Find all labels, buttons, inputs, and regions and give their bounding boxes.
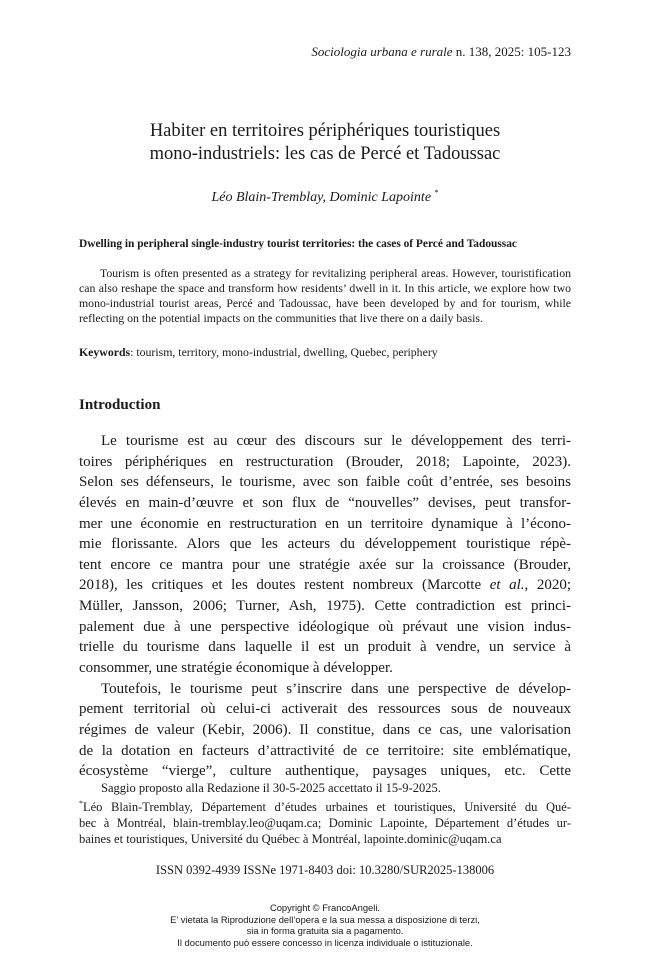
body-line: de la dotation en facteurs d’attractivité de ce territoire: site emblématique, — [79, 742, 571, 759]
article-title — [0, 120, 650, 166]
journal-issue: n. 138, 2025: 105-123 — [452, 44, 571, 59]
affiliation-line: bec à Montréal, blain-tremblay.leo@uqam.ca; Dominic Lapointe, Département d’études ur- — [79, 816, 571, 830]
body-line — [79, 575, 571, 596]
keywords — [79, 345, 571, 360]
body-line: tent encore ce mantra pour une stratégie axée sur la croissance (Brouder, — [79, 556, 571, 573]
body-line-italic: et al. — [489, 577, 525, 594]
title-line-2: mono-industriels: les cas de Percé et Tadoussac — [149, 144, 501, 164]
body-line: toires périphériques en restructuration (Brouder, 2018; Lapointe, 2023). — [79, 453, 571, 470]
copyright-line: Copyright © FrancoAngeli. — [269, 902, 381, 913]
body-line: Toutefois, le tourisme peut s’inscrire dans une perspective de dévelop- — [101, 680, 571, 697]
affiliation-mark: * — [79, 799, 83, 808]
body-line: Le tourisme est au cœur des discours sur le développement des terri- — [101, 433, 571, 449]
body-line: trielle du tourisme dans laquelle il est un produit à vendre, un service à — [79, 639, 571, 656]
abstract-text: Tourism is often presented as a strategy for revitalizing peripheral areas. However, touristification can also reshape the space and transform how residents’ dwell in it. In this article, we explore how two mono-industrial tourist areas, Percé and Tadoussac, have been developed by and for tourism, while reflecting on the potential impacts on the communities that live there on a daily basis. — [79, 266, 571, 325]
author-line — [0, 188, 650, 206]
body-line: Müller, Jansson, 2006; Turner, Ash, 1975). Cette contradiction est princi- — [79, 598, 571, 615]
body-line-part: 2018), les critiques et les doutes restent nombreux (Marcotte — [79, 577, 490, 594]
copyright-line: Il documento può essere concesso in licenza individuale o istituzionale. — [177, 936, 473, 948]
author-names: Léo Blain-Tremblay, Dominic Lapointe — [211, 190, 432, 205]
copyright-line: sia in forma gratuita sia a pagamento. — [246, 925, 404, 937]
body-line: régimes de valeur (Kebir, 2006). Il constitue, dans ce cas, une valorisation — [79, 721, 571, 738]
journal-name: Sociologia urbana e rurale — [311, 44, 453, 59]
affiliation-line: baines et touristiques, Université du Québec à Montréal, lapointe.dominic@uqam.ca — [79, 832, 502, 846]
footnotes — [79, 780, 571, 847]
body-line-part: , 2020; — [524, 577, 571, 594]
body-line: palement due à une perspective idéologique où prévaut une vision indus- — [79, 618, 571, 635]
english-title: Dwelling in peripheral single-industry tourist territories: the cases of Percé and Tadoussac — [79, 238, 517, 250]
body-line: élevés en main-d’œuvre et son flux de “nouvelles” devises, peut transfor- — [79, 494, 571, 511]
journal-header — [311, 44, 571, 60]
copyright-line: E’ vietata la Riproduzione dell’opera e la sua messa a disposizione di terzi, — [170, 913, 480, 925]
keywords-list: : tourism, territory, mono-industrial, dwelling, Quebec, periphery — [130, 345, 438, 359]
title-line-1: Habiter en territoires périphériques touristiques — [149, 121, 501, 141]
body-line: écosystème “vierge”, culture authentique, paysages uniques, etc. Cette — [79, 763, 571, 780]
body-line: mer une économie en restructuration en un territoire dynamique à l’écono- — [79, 515, 571, 532]
body-text — [79, 431, 571, 782]
issn-doi: ISSN 0392-4939 ISSNe 1971-8403 doi: 10.3280/SUR2025-138006 — [155, 863, 495, 877]
received-note: Saggio proposto alla Redazione il 30-5-2025 accettato il 15-9-2025. — [101, 781, 441, 795]
keywords-label: Keywords — [79, 345, 131, 359]
affiliation-text: Léo Blain-Tremblay, Département d’études urbaines et touristiques, Université du Qué- — [83, 800, 571, 814]
abstract — [79, 266, 571, 326]
section-heading: Introduction — [79, 397, 161, 413]
author-footnote-mark: * — [434, 188, 439, 197]
affiliation-line — [79, 796, 571, 815]
body-line: mie florissante. Alors que les acteurs du développement touristique répè- — [79, 536, 571, 553]
body-line: Selon ses défenseurs, le tourisme, avec son faible coût d’entrée, ses besoins — [79, 474, 571, 491]
body-line: pement territorial où celui-ci activerait des ressources sous de nouveaux — [79, 701, 571, 718]
body-line: consommer, une stratégie économique à développer. — [79, 660, 393, 677]
copyright-notice — [0, 902, 650, 948]
